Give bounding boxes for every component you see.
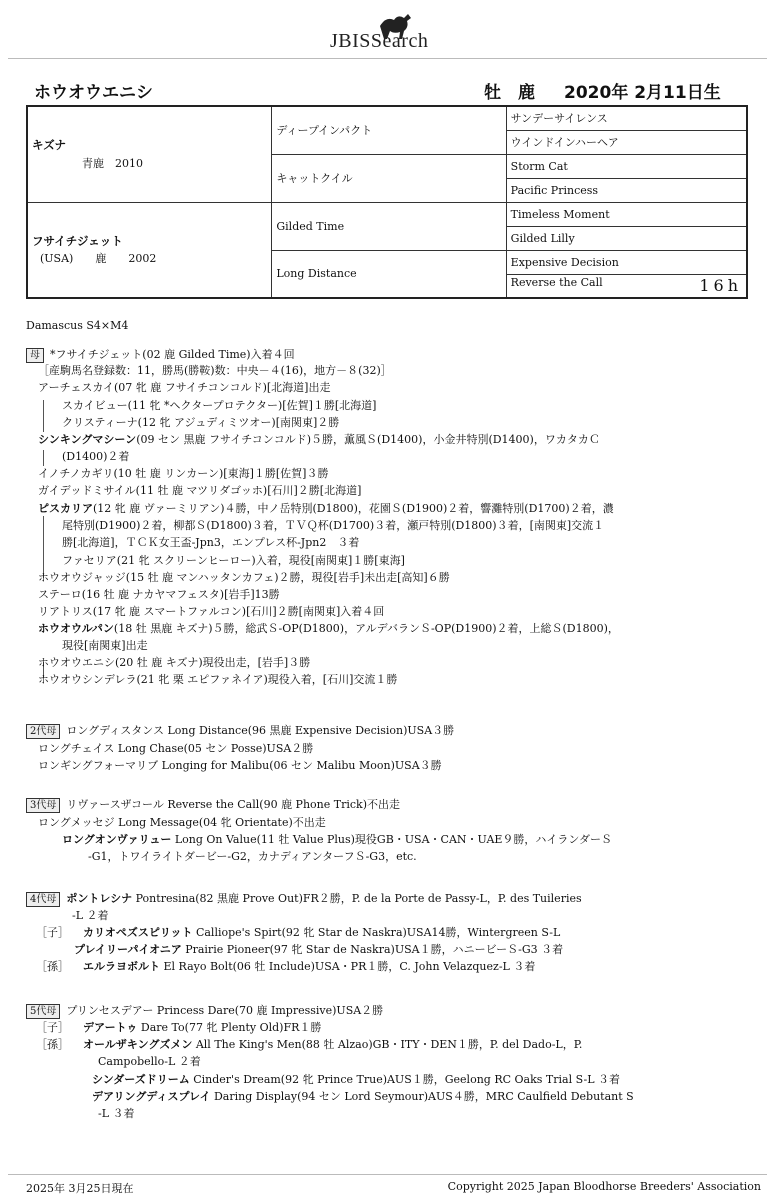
family-line — [26, 347, 295, 363]
family-line — [62, 449, 129, 465]
notable-horse-name[interactable]: シンキングマシーン — [38, 433, 137, 446]
pedigree-dam-dam[interactable]: Long Distance — [272, 250, 506, 298]
pedigree-sire[interactable]: キズナ 青鹿 2010 — [27, 106, 272, 202]
family-line — [38, 655, 310, 671]
family-line-text: ホウオウシンデレラ(21 牝 栗 エピファネイア)現役入着，[石川]交流１勝 — [38, 673, 398, 686]
family-line-text: ロングディスタンス Long Distance(96 黒鹿 Expensive Decision)USA３勝 — [66, 724, 455, 737]
family-line — [74, 942, 563, 958]
pedigree-gen3-4[interactable]: Pacific Princess — [506, 178, 747, 202]
notable-horse-name[interactable]: ロングオンヴァリュー — [62, 833, 172, 846]
family-line — [38, 363, 392, 379]
generation-tag: 母 — [26, 348, 44, 363]
relation-prefix: ［子］ — [36, 926, 69, 939]
notable-horse-name[interactable]: オールザキングズメン — [83, 1038, 193, 1051]
family-line-text: (09 セン 黒鹿 フサイチコンコルド)５勝，薫風Ｓ(D1400)，小金井特別(D1400)，ワカタカＣ — [136, 433, 600, 446]
pedigree-table — [26, 105, 748, 299]
logo-text: JBISSearch — [330, 30, 429, 52]
family-line-text: ステーロ(16 牡 鹿 ナカヤマフェスタ)[岩手]13勝 — [38, 588, 280, 601]
family-line — [72, 908, 109, 924]
horse-title-row — [34, 78, 734, 102]
pedigree-gen3-7[interactable]: Expensive Decision — [506, 250, 747, 274]
pedigree-gen3-8[interactable]: Reverse the Call 16h — [506, 274, 747, 298]
family-line-text: All The King's Men(88 牡 Alzao)GB・ITY・DEN１勝，P. del Dado-L，P. — [192, 1038, 583, 1051]
family-line — [38, 672, 397, 688]
family-line-text: ファセリア(21 牝 スクリーンヒーロー)入着，現役[南関東]１勝[東海] — [62, 554, 405, 567]
tree-line — [43, 400, 44, 432]
family-line-text: Pontresina(82 黒鹿 Prove Out)FR２勝，P. de la Porte de Passy-L，P. des Tuileries — [132, 892, 582, 905]
family-line — [98, 1054, 201, 1070]
family-line-text: ホウオウエニシ(20 牡 鹿 キズナ)現役出走，[岩手]３勝 — [38, 656, 311, 669]
family-line — [38, 570, 450, 586]
family-line-text: (18 牡 黒鹿 キズナ)５勝，総武Ｓ-OP(D1800)，アルデバランＳ-OP(D1900)２着，上総Ｓ(D1800)， — [113, 622, 619, 635]
family-line — [38, 466, 328, 482]
pedigree-dam-sire[interactable]: Gilded Time — [272, 202, 506, 250]
notable-horse-name[interactable]: デアリングディスプレイ — [92, 1090, 211, 1103]
family-line — [92, 1072, 620, 1088]
family-line-text: Daring Display(94 セン Lord Seymour)AUS４勝，MRC Caulfield Debutant S — [210, 1090, 634, 1103]
family-line-text: ホウオウジャッジ(15 牡 鹿 マンハッタンカフェ)２勝，現役[岩手]未出走[高知]６勝 — [38, 571, 450, 584]
tree-line — [43, 516, 44, 578]
family-line-text: 現役[南関東]出走 — [62, 639, 148, 652]
inbreeding-text: Damascus S4×M4 — [26, 319, 129, 332]
family-line — [38, 432, 600, 448]
notable-horse-name[interactable]: カリオペズスピリット — [83, 926, 193, 939]
family-line-text: アーチェスカイ(07 牝 鹿 フサイチコンコルド)[北海道]出走 — [38, 381, 331, 394]
notable-horse-name[interactable]: ホウオウルパン — [38, 622, 114, 635]
pedigree-dam[interactable]: フサイチジェット (USA) 鹿 2002 — [27, 202, 272, 298]
generation-tag: 3代母 — [26, 798, 60, 813]
family-line — [62, 398, 376, 414]
family-line — [38, 380, 330, 396]
relation-prefix: ［孫］ — [36, 1038, 69, 1051]
family-line-text: スカイビュー(11 牝 *ヘクタープロテクター)[佐賀]１勝[北海道] — [62, 399, 377, 412]
pedigree-gen3-3[interactable]: Storm Cat — [506, 154, 747, 178]
family-line-text: リアトリス(17 牝 鹿 スマートファルコン)[石川]２勝[南関東]入着４回 — [38, 605, 385, 618]
relation-prefix: ［孫］ — [36, 960, 69, 973]
family-line-text: クリスティーナ(12 牝 アジュディミツオー)[南関東]２勝 — [62, 416, 340, 429]
relation-prefix: ［子］ — [36, 1021, 69, 1034]
footer-date: 2025年 3月25日現在 — [26, 1182, 134, 1195]
family-line — [38, 758, 442, 774]
family-line — [38, 483, 361, 499]
family-line-text: Campobello-L ２着 — [98, 1055, 201, 1068]
family-line-text: プリンセスデアー Princess Dare(70 鹿 Impressive)USA２勝 — [66, 1004, 384, 1017]
family-line-text: 勝[北海道]，ＴＣＫ女王盃-Jpn3，エンプレス杯-Jpn2 ３着 — [62, 536, 360, 549]
family-line-text: (12 牝 鹿 ヴァーミリアン)４勝，中ノ岳特別(D1800)，花園Ｓ(D1900)２着，響灘特別(D1700)２着，濃 — [93, 502, 614, 515]
family-line-text: 尾特別(D1900)２着，柳都Ｓ(D1800)３着，ＴＶＱ杯(D1700)３着，瀬戸特別(D1800)３着，[南関東]交流１ — [62, 519, 605, 532]
family-line — [36, 1037, 582, 1053]
tree-line — [43, 450, 44, 466]
family-line — [88, 849, 417, 865]
family-line — [38, 501, 614, 517]
pedigree-gen3-5[interactable]: Timeless Moment — [506, 202, 747, 226]
family-line — [62, 638, 148, 654]
family-line-text: *フサイチジェット(02 鹿 Gilded Time)入着４回 — [50, 348, 295, 361]
notable-horse-name[interactable]: ポントレシナ — [66, 892, 133, 905]
family-line — [38, 621, 619, 637]
family-line-text: イノチノカギリ(10 牡 鹿 リンカーン)[東海]１勝[佐賀]３勝 — [38, 467, 329, 480]
family-line — [38, 604, 384, 620]
generation-tag: 5代母 — [26, 1004, 60, 1019]
notable-horse-name[interactable]: シンダーズドリーム — [92, 1073, 190, 1086]
notable-horse-name[interactable]: プレイリーパイオニア — [74, 943, 182, 956]
family-number: 16h — [699, 276, 742, 296]
horse-birth-date: 2020年 2月11日生 — [564, 83, 721, 103]
family-line-text: ロングメッセジ Long Message(04 牝 Orientate)不出走 — [38, 816, 326, 829]
family-line — [62, 518, 604, 534]
family-line — [26, 891, 582, 907]
pedigree-gen3-6[interactable]: Gilded Lilly — [506, 226, 747, 250]
family-line — [62, 553, 405, 569]
generation-tag: 4代母 — [26, 892, 60, 907]
family-line — [62, 535, 359, 551]
family-line-text: -L ３着 — [98, 1107, 135, 1120]
pedigree-sire-dam[interactable]: キャットクイル — [272, 154, 506, 202]
family-line — [92, 1089, 634, 1105]
family-line-text: ロングチェイス Long Chase(05 セン Posse)USA２勝 — [38, 742, 314, 755]
family-line-text: ガイデッドミサイル(11 牡 鹿 マツリダゴッホ)[石川]２勝[北海道] — [38, 484, 362, 497]
family-line — [38, 587, 280, 603]
family-line — [38, 815, 326, 831]
footer-copyright: Copyright 2025 Japan Bloodhorse Breeders' Association — [447, 1180, 761, 1193]
pedigree-gen3-1[interactable]: サンデーサイレンス — [506, 106, 747, 130]
family-line-text: El Rayo Bolt(06 牡 Include)USA・PR１勝，C. John Velazquez-L ３着 — [160, 960, 536, 973]
header-divider — [8, 58, 767, 59]
horse-sex-color: 牡 鹿 — [484, 83, 535, 103]
generation-tag: 2代母 — [26, 724, 60, 739]
family-line-text: ロンギングフォーマリブ Longing for Malibu(06 セン Malibu Moon)USA３勝 — [38, 759, 442, 772]
family-line-text: リヴァースザコール Reverse the Call(90 鹿 Phone Trick)不出走 — [66, 798, 400, 811]
family-line — [62, 415, 339, 431]
pedigree-sire-sire[interactable]: ディープインパクト — [272, 106, 506, 154]
horse-name: ホウオウエニシ — [34, 83, 153, 103]
family-line — [26, 1003, 383, 1019]
family-line-text: ［産駒馬名登録数：11，勝馬(勝鞍)数：中央－４(16)，地方－８(32)］ — [38, 364, 392, 377]
family-line — [62, 832, 612, 848]
family-line — [98, 1106, 135, 1122]
family-line-text: (D1400)２着 — [62, 450, 130, 463]
family-line-text: Prairie Pioneer(97 牝 Star de Naskra)USA１勝，ハニービーＳ-G3 ３着 — [181, 943, 564, 956]
family-line — [26, 797, 400, 813]
notable-horse-name[interactable]: デアートゥ — [83, 1021, 138, 1034]
family-line — [36, 959, 535, 975]
family-line-text: -L ２着 — [72, 909, 109, 922]
family-line — [38, 741, 313, 757]
family-line-text: Dare To(77 牝 Plenty Old)FR１勝 — [137, 1021, 322, 1034]
family-line — [36, 1020, 321, 1036]
family-line — [36, 925, 560, 941]
family-line-text: Long On Value(11 牡 Value Plus)現役GB・USA・CAN・UAE９勝，ハイランダーＳ — [171, 833, 612, 846]
family-line-text: -G1，トワイライトダービー-G2，カナディアンターフＳ-G3，etc. — [88, 850, 417, 863]
footer-divider — [8, 1174, 767, 1175]
pedigree-gen3-2[interactable]: ウインドインハーヘア — [506, 130, 747, 154]
notable-horse-name[interactable]: ピスカリア — [38, 502, 93, 515]
family-line — [26, 723, 454, 739]
notable-horse-name[interactable]: エルラヨボルト — [83, 960, 160, 973]
family-line-text: Calliope's Spirt(92 牝 Star de Naskra)USA14勝，Wintergreen S-L — [192, 926, 561, 939]
family-line-text: Cinder's Dream(92 牝 Prince True)AUS１勝，Geelong RC Oaks Trial S-L ３着 — [189, 1073, 621, 1086]
